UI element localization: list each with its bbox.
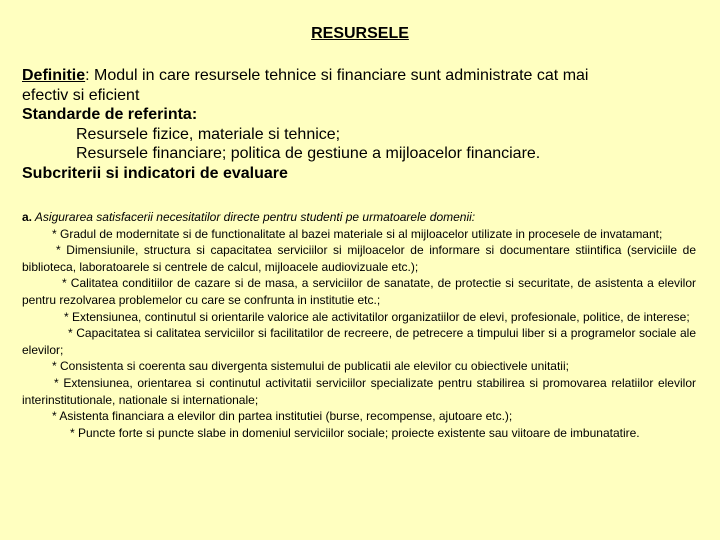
- list-item: * Consistenta si coerenta sau divergenta sistemului de publicatii ale elevilor cu obiectivele unitatii;: [52, 359, 569, 374]
- section-a-intro-text: Asigurarea satisfacerii necesitatilor directe pentru studenti pe urmatoarele domenii:: [32, 210, 476, 224]
- definition-line: [22, 66, 702, 86]
- list-item: * Asistenta financiara a elevilor din partea institutiei (burse, recompense, ajutoare etc.);: [52, 409, 513, 424]
- standard-item-financial: Resursele financiare; politica de gestiune a mijloacelor financiare.: [76, 145, 541, 162]
- standard-item-physical: Resursele fizice, materiale si tehnice;: [76, 125, 341, 143]
- overview-block: [22, 66, 702, 183]
- page-title: RESURSELE: [311, 25, 409, 42]
- definition-text: : Modul in care resursele tehnice si financiare sunt administrate cat mai: [85, 67, 589, 84]
- subcriteria-heading: Subcriterii si indicatori de evaluare: [22, 164, 288, 182]
- list-item: * Puncte forte si puncte slabe in domeniul serviciilor sociale; proiecte existente sau viitoare de imbunatatire.: [70, 425, 640, 440]
- section-a-intro: [22, 209, 696, 226]
- list-item: * Dimensiunile, structura si capacitatea serviciilor si mijloacelor de informare si documentare stiintifica (serviciile de biblioteca, laboratoarele si centrele de calcul, mijloacele audiovizuale etc.);: [22, 243, 696, 274]
- section-a: [22, 209, 696, 441]
- list-item: * Calitatea conditiilor de cazare si de masa, a serviciilor de sanatate, de protectie si securitate, de asistenta a elevilor pentru rezolvarea problemelor cu care se confrunta in institutie etc.;: [22, 276, 696, 307]
- definition-continuation: efectiv si eficient: [22, 86, 140, 104]
- standards-heading: Standarde de referinta:: [22, 106, 198, 123]
- definition-label: Definitie: [22, 67, 86, 84]
- list-item: * Capacitatea si calitatea serviciilor si facilitatilor de recreere, de petrecere a timpului liber si a programelor sociale ale elevilor;: [22, 326, 696, 357]
- section-a-letter: a.: [22, 210, 33, 224]
- list-item: * Gradul de modernitate si de functionalitate al bazei materiale si al mijloacelor utilizate in procesele de invatamant;: [52, 226, 663, 241]
- list-item: * Extensiunea, continutul si orientarile valorice ale activitatilor organizatiilor de elevi, profesionale, politice, de interese;: [64, 309, 690, 324]
- list-item: * Extensiunea, orientarea si continutul activitatii serviciilor specializate pentru stabilirea si promovarea relatiilor elevilor interinstitutionale, nationale si internationale;: [22, 375, 696, 407]
